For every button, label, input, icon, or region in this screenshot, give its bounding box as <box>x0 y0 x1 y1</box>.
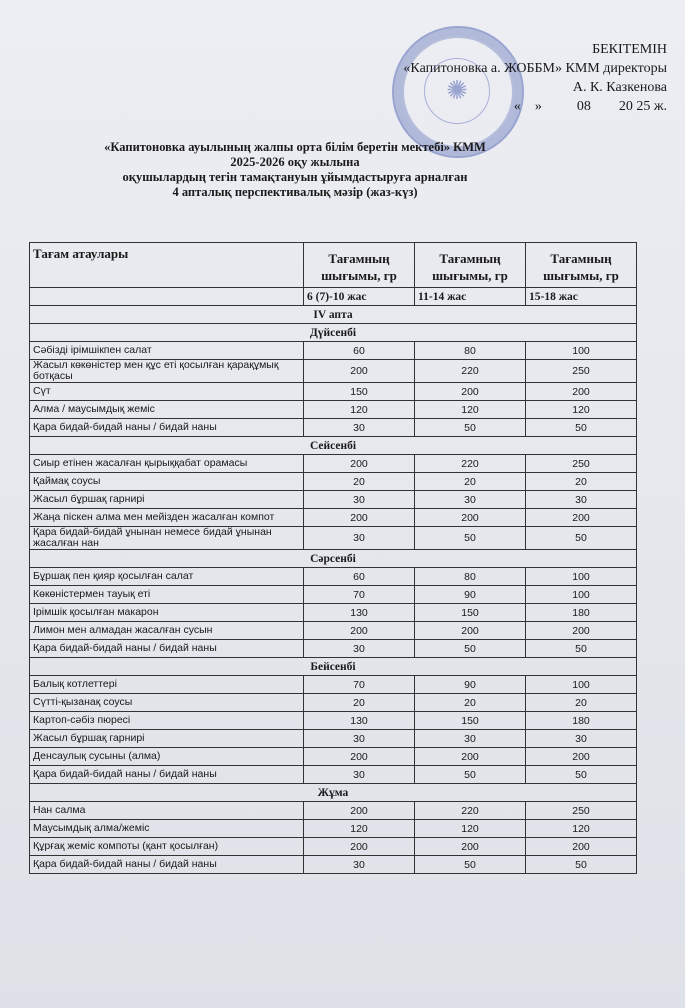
age-row <box>30 288 637 306</box>
title-line2: 2025-2026 оқу жылына <box>230 155 360 169</box>
day-row <box>30 658 637 676</box>
menu-body <box>30 324 637 874</box>
yield-value: 20 <box>526 473 637 491</box>
table-row <box>30 342 637 360</box>
day-row <box>30 550 637 568</box>
table-row <box>30 676 637 694</box>
day-row <box>30 784 637 802</box>
yield-value: 50 <box>526 766 637 784</box>
dish-name: Лимон мен алмадан жасалған сусын <box>30 622 304 640</box>
table-row <box>30 730 637 748</box>
table-row <box>30 419 637 437</box>
yield-value: 50 <box>415 856 526 874</box>
yield-value: 50 <box>526 527 637 550</box>
header-yield-2: Тағамның шығымы, гр <box>415 243 526 288</box>
document-title <box>90 140 500 200</box>
table-row <box>30 622 637 640</box>
approval-line2: А. К. Казкенова <box>572 80 667 95</box>
yield-value: 130 <box>304 604 415 622</box>
yield-value: 100 <box>526 676 637 694</box>
table-header-row <box>30 243 637 288</box>
dish-name: Сүт <box>30 383 304 401</box>
age-empty-cell <box>30 288 304 306</box>
yield-value: 90 <box>415 676 526 694</box>
yield-value: 200 <box>304 455 415 473</box>
yield-value: 120 <box>526 820 637 838</box>
yield-value: 150 <box>415 712 526 730</box>
dish-name: Қара бидай-бидай наны / бидай наны <box>30 640 304 658</box>
table-row <box>30 766 637 784</box>
age-group-1: 6 (7)-10 жас <box>304 288 415 306</box>
yield-value: 30 <box>526 730 637 748</box>
table-row <box>30 455 637 473</box>
approval-line1: «Капитоновка а. ЖОББМ» КММ директоры <box>403 61 667 76</box>
dish-name: Бұршақ пен қияр қосылған салат <box>30 568 304 586</box>
dish-name: Балық котлеттері <box>30 676 304 694</box>
approval-date: « » 08 20 25 ж. <box>513 99 667 114</box>
title-line1: «Капитоновка ауылының жалпы орта білім беретін мектебі» КММ <box>104 140 486 154</box>
dish-name: Қара бидай-бидай ұнынан немесе бидай ұнынан жасалған нан <box>30 527 304 550</box>
week-row <box>30 306 637 324</box>
yield-value: 20 <box>304 694 415 712</box>
yield-value: 60 <box>304 342 415 360</box>
yield-value: 150 <box>415 604 526 622</box>
yield-value: 100 <box>526 568 637 586</box>
yield-value: 50 <box>526 856 637 874</box>
yield-value: 200 <box>526 509 637 527</box>
table-row <box>30 604 637 622</box>
yield-value: 120 <box>526 401 637 419</box>
age-group-2: 11-14 жас <box>415 288 526 306</box>
table-row <box>30 856 637 874</box>
yield-value: 50 <box>526 419 637 437</box>
yield-value: 250 <box>526 360 637 383</box>
yield-value: 200 <box>304 622 415 640</box>
dish-name: Қара бидай-бидай наны / бидай наны <box>30 766 304 784</box>
header-dish-name: Тағам атаулары <box>30 243 304 288</box>
dish-name: Қара бидай-бидай наны / бидай наны <box>30 856 304 874</box>
yield-value: 30 <box>526 491 637 509</box>
yield-value: 20 <box>526 694 637 712</box>
dish-name: Ірімшік қосылған макарон <box>30 604 304 622</box>
table-row <box>30 568 637 586</box>
dish-name: Алма / маусымдық жеміс <box>30 401 304 419</box>
yield-value: 70 <box>304 586 415 604</box>
dish-name: Қаймақ соусы <box>30 473 304 491</box>
yield-value: 60 <box>304 568 415 586</box>
yield-value: 130 <box>304 712 415 730</box>
yield-value: 20 <box>304 473 415 491</box>
yield-value: 120 <box>304 820 415 838</box>
yield-value: 120 <box>415 820 526 838</box>
yield-value: 200 <box>304 360 415 383</box>
yield-value: 200 <box>526 838 637 856</box>
yield-value: 220 <box>415 455 526 473</box>
yield-value: 200 <box>526 748 637 766</box>
yield-value: 200 <box>415 748 526 766</box>
table-row <box>30 694 637 712</box>
yield-value: 100 <box>526 342 637 360</box>
yield-value: 80 <box>415 342 526 360</box>
day-row <box>30 437 637 455</box>
yield-value: 200 <box>526 622 637 640</box>
yield-value: 50 <box>526 640 637 658</box>
yield-value: 200 <box>415 622 526 640</box>
table-row <box>30 640 637 658</box>
yield-value: 50 <box>415 640 526 658</box>
emblem-icon: ✺ <box>424 58 490 124</box>
table-row <box>30 491 637 509</box>
yield-value: 50 <box>415 766 526 784</box>
yield-value: 30 <box>304 491 415 509</box>
table-row <box>30 383 637 401</box>
dish-name: Жасыл бұршақ гарнирі <box>30 730 304 748</box>
table-row <box>30 509 637 527</box>
yield-value: 30 <box>304 640 415 658</box>
table-row <box>30 712 637 730</box>
yield-value: 150 <box>304 383 415 401</box>
approval-title: БЕКІТЕМІН <box>592 42 667 57</box>
dish-name: Сүтті-қызанақ соусы <box>30 694 304 712</box>
yield-value: 50 <box>415 419 526 437</box>
yield-value: 80 <box>415 568 526 586</box>
title-line3: оқушылардың тегін тамақтануын ұйымдастыруға арналған <box>122 170 468 184</box>
dish-name: Денсаулық сусыны (алма) <box>30 748 304 766</box>
yield-value: 200 <box>304 802 415 820</box>
yield-value: 30 <box>304 856 415 874</box>
yield-value: 30 <box>304 419 415 437</box>
yield-value: 90 <box>415 586 526 604</box>
yield-value: 200 <box>304 748 415 766</box>
yield-value: 200 <box>415 509 526 527</box>
approval-block <box>403 40 667 116</box>
yield-value: 100 <box>526 586 637 604</box>
yield-value: 250 <box>526 802 637 820</box>
yield-value: 50 <box>415 527 526 550</box>
yield-value: 30 <box>415 730 526 748</box>
yield-value: 200 <box>304 838 415 856</box>
yield-value: 120 <box>415 401 526 419</box>
day-label: Дүйсенбі <box>30 324 637 342</box>
yield-value: 250 <box>526 455 637 473</box>
dish-name: Жасыл көкөністер мен құс еті қосылған қарақұмық ботқасы <box>30 360 304 383</box>
dish-name: Маусымдық алма/жеміс <box>30 820 304 838</box>
yield-value: 30 <box>304 730 415 748</box>
dish-name: Қара бидай-бидай наны / бидай наны <box>30 419 304 437</box>
table-row <box>30 802 637 820</box>
yield-value: 220 <box>415 360 526 383</box>
table-row <box>30 527 637 550</box>
table-row <box>30 401 637 419</box>
yield-value: 30 <box>415 491 526 509</box>
header-yield-3: Тағамның шығымы, гр <box>526 243 637 288</box>
table-row <box>30 748 637 766</box>
header-yield-1: Тағамның шығымы, гр <box>304 243 415 288</box>
yield-value: 30 <box>304 527 415 550</box>
yield-value: 220 <box>415 802 526 820</box>
table-row <box>30 838 637 856</box>
yield-value: 200 <box>526 383 637 401</box>
yield-value: 180 <box>526 712 637 730</box>
title-line4: 4 апталық перспективалық мәзір (жаз-күз) <box>172 185 418 199</box>
menu-table <box>29 242 637 874</box>
dish-name: Нан салма <box>30 802 304 820</box>
dish-name: Құрғақ жеміс компоты (қант қосылған) <box>30 838 304 856</box>
yield-value: 200 <box>415 838 526 856</box>
table-row <box>30 473 637 491</box>
yield-value: 120 <box>304 401 415 419</box>
yield-value: 200 <box>304 509 415 527</box>
table-row <box>30 586 637 604</box>
dish-name: Жасыл бұршақ гарнирі <box>30 491 304 509</box>
dish-name: Жаңа піскен алма мен мейізден жасалған компот <box>30 509 304 527</box>
day-row <box>30 324 637 342</box>
yield-value: 30 <box>304 766 415 784</box>
day-label: Сейсенбі <box>30 437 637 455</box>
table-row <box>30 360 637 383</box>
yield-value: 200 <box>415 383 526 401</box>
age-group-3: 15-18 жас <box>526 288 637 306</box>
yield-value: 70 <box>304 676 415 694</box>
dish-name: Сәбізді ірімшікпен салат <box>30 342 304 360</box>
yield-value: 20 <box>415 694 526 712</box>
week-label: IV апта <box>30 306 637 324</box>
table-row <box>30 820 637 838</box>
dish-name: Көкөністермен тауық еті <box>30 586 304 604</box>
dish-name: Картоп-сәбіз пюресі <box>30 712 304 730</box>
day-label: Сәрсенбі <box>30 550 637 568</box>
yield-value: 20 <box>415 473 526 491</box>
day-label: Жұма <box>30 784 637 802</box>
day-label: Бейсенбі <box>30 658 637 676</box>
dish-name: Сиыр етінен жасалған қырыққабат орамасы <box>30 455 304 473</box>
yield-value: 180 <box>526 604 637 622</box>
